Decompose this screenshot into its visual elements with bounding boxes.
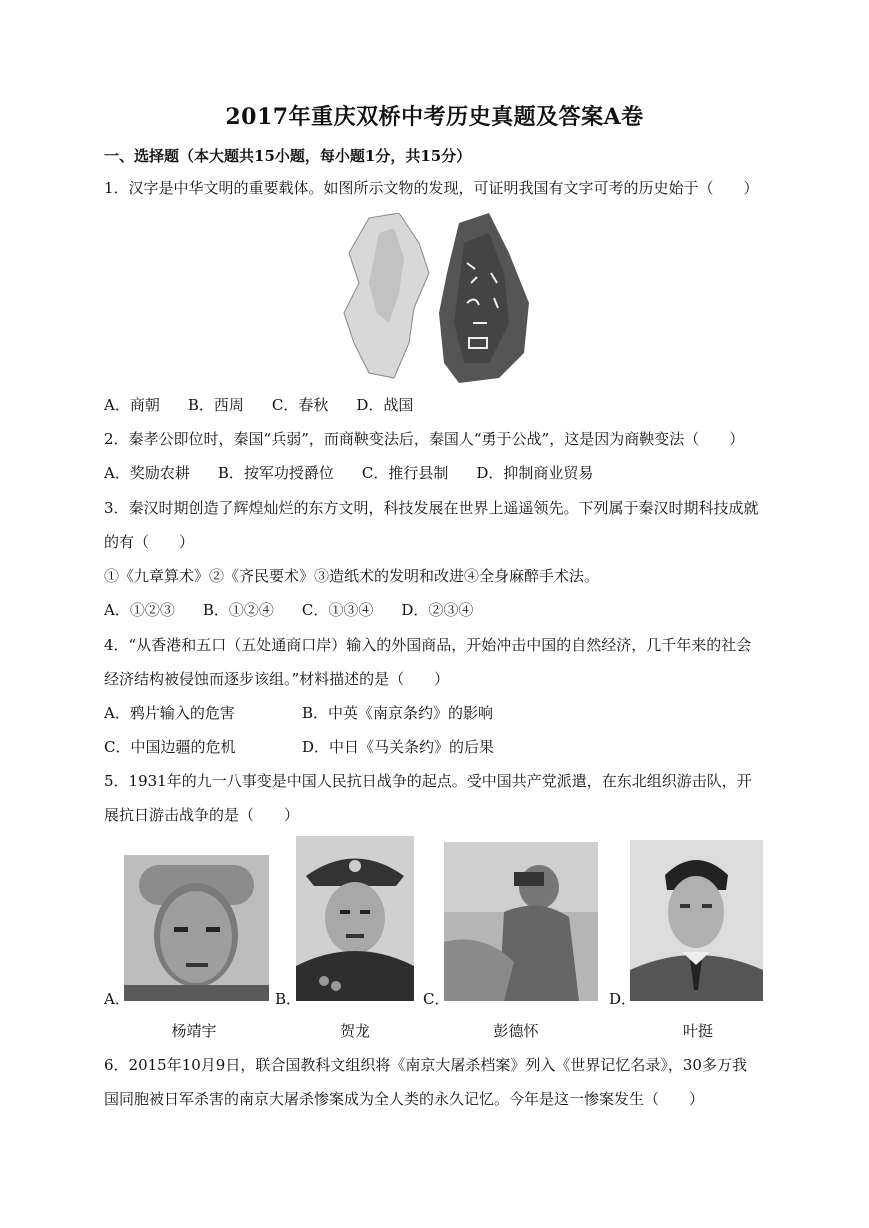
option-b[interactable]: B．中英《南京条约》的影响 bbox=[302, 704, 494, 722]
option-b[interactable]: B．西周 bbox=[187, 396, 244, 414]
question-1-options bbox=[104, 395, 784, 415]
portrait-b-letter[interactable]: B． bbox=[275, 990, 302, 1008]
question-6-stem-line1: 6．2015年10月9日，联合国教科文组织将《南京大屠杀档案》列入《世界记忆名录》，30多万我 bbox=[104, 1056, 747, 1074]
portrait-d-letter[interactable]: D． bbox=[609, 990, 637, 1008]
portrait-b-caption: 贺龙 bbox=[339, 1022, 370, 1040]
question-3-items: ①《九章算术》②《齐民要术》③造纸术的发明和改进④全身麻醉手术法。 bbox=[104, 567, 600, 585]
option-c[interactable]: C．中国边疆的危机 bbox=[104, 738, 236, 756]
question-4-stem-line2: 经济结构被侵蚀而逐步该组。”材料描述的是（ ） bbox=[104, 670, 450, 688]
portrait-c-caption: 彭德怀 bbox=[493, 1022, 539, 1040]
question-4-options-row2 bbox=[104, 737, 784, 757]
option-a[interactable]: A．商朝 bbox=[104, 396, 160, 414]
question-2-options bbox=[104, 463, 784, 483]
question-4-stem-line1: 4．“从香港和五口（五处通商口岸）输入的外国商品，开始冲击中国的自然经济，几千年来的社会 bbox=[104, 636, 752, 654]
question-3-stem-line1: 3．秦汉时期创造了辉煌灿烂的东方文明，科技发展在世界上遥遥领先。下列属于秦汉时期科技成就 bbox=[104, 499, 759, 517]
option-c[interactable]: C．推行县制 bbox=[361, 464, 449, 482]
portrait-b-photo bbox=[296, 836, 414, 1001]
question-3-stem-line2: 的有（ ） bbox=[104, 533, 195, 551]
portrait-c-photo bbox=[444, 842, 598, 1001]
page-title: 2017年重庆双桥中考历史真题及答案A卷 bbox=[225, 104, 644, 130]
option-b[interactable]: B．按军功授爵位 bbox=[217, 464, 334, 482]
option-a[interactable]: A．①②③ bbox=[104, 601, 175, 619]
option-a[interactable]: A．鸦片输入的危害 bbox=[104, 704, 235, 722]
option-d[interactable]: D．战国 bbox=[356, 396, 414, 414]
question-3-options bbox=[104, 600, 784, 620]
question-5-stem-line2: 展抗日游击战争的是（ ） bbox=[104, 806, 300, 824]
option-c[interactable]: C．春秋 bbox=[271, 396, 329, 414]
question-2-stem: 2．秦孝公即位时，秦国“兵弱”，而商鞅变法后，秦国人“勇于公战”，这是因为商鞅变法（ ） bbox=[104, 430, 745, 448]
option-d[interactable]: D．抑制商业贸易 bbox=[476, 464, 594, 482]
question-6-stem-line2: 国同胞被日军杀害的南京大屠杀惨案成为全人类的永久记忆。今年是这一惨案发生（ ） bbox=[104, 1090, 705, 1108]
question-4-options-row1 bbox=[104, 703, 784, 723]
portrait-a-letter[interactable]: A． bbox=[104, 990, 130, 1008]
section-heading: 一、选择题（本大题共15小题，每小题1分，共15分） bbox=[104, 147, 472, 165]
portrait-d-caption: 叶挺 bbox=[682, 1022, 713, 1040]
portrait-a-caption: 杨靖宇 bbox=[171, 1022, 217, 1040]
oracle-bone-image bbox=[339, 213, 539, 383]
option-c[interactable]: C．①③④ bbox=[301, 601, 374, 619]
portrait-a-photo bbox=[124, 855, 269, 1001]
option-a[interactable]: A．奖励农耕 bbox=[104, 464, 190, 482]
portrait-d-photo bbox=[630, 840, 763, 1001]
option-b[interactable]: B．①②④ bbox=[202, 601, 274, 619]
option-d[interactable]: D．中日《马关条约》的后果 bbox=[302, 738, 495, 756]
option-d[interactable]: D．②③④ bbox=[401, 601, 474, 619]
portrait-c-letter[interactable]: C． bbox=[423, 990, 450, 1008]
question-5-stem-line1: 5．1931年的九一八事变是中国人民抗日战争的起点。受中国共产党派遣，在东北组织游击队，开 bbox=[104, 772, 752, 790]
question-1-stem: 1．汉字是中华文明的重要载体。如图所示文物的发现，可证明我国有文字可考的历史始于（ ） bbox=[104, 179, 759, 197]
